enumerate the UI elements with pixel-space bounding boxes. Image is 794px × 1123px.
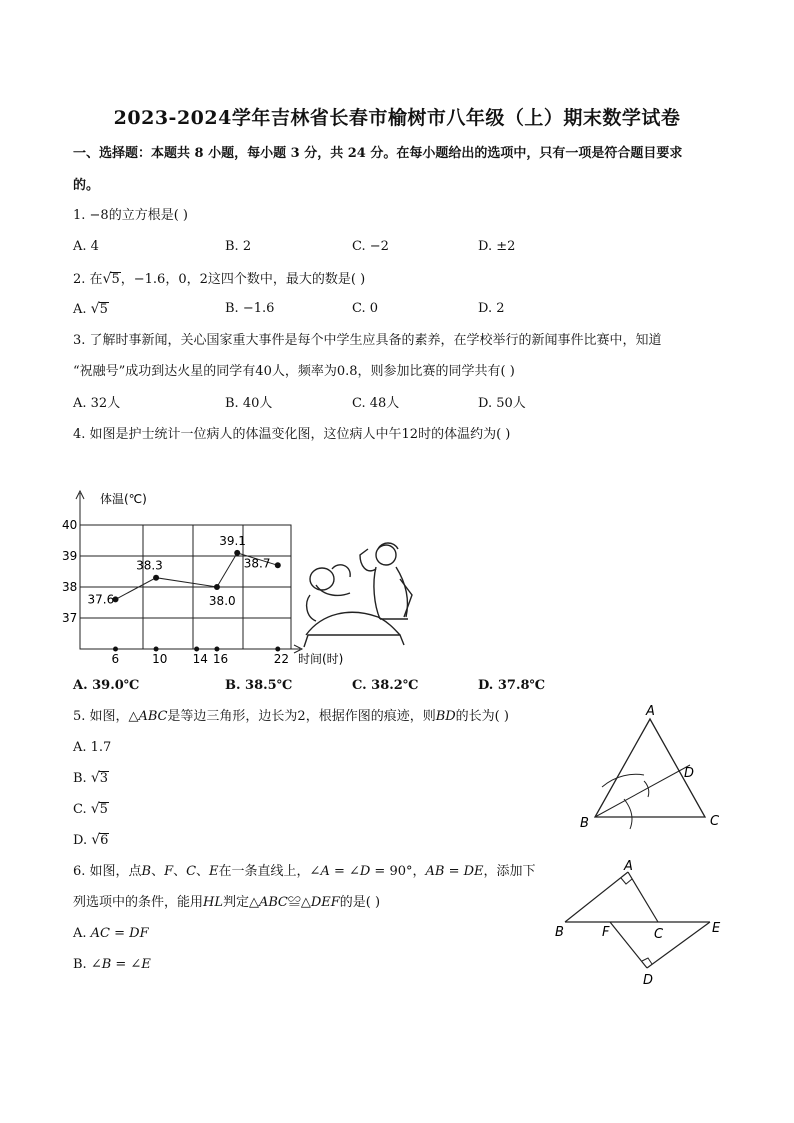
- y-axis-label: 体温(℃): [100, 492, 147, 506]
- q4-option-b: B. 38.5℃: [225, 678, 293, 693]
- question-2: [73, 271, 365, 288]
- q4-option-d: D. 37.8℃: [478, 678, 546, 693]
- q3-option-b: B. 40人: [225, 396, 273, 411]
- segment-ac: [628, 872, 658, 922]
- q3-option-a: A. 32人: [73, 396, 121, 411]
- segment-fd: [610, 922, 647, 968]
- section-heading-line1: 一、选择题：本题共 8 小题，每小题 3 分，共 24 分。在每小题给出的选项中，只有一项是符合题目要求: [73, 146, 683, 161]
- label-d: D: [684, 766, 695, 781]
- question-3-line1: 3. 了解时事新闻，关心国家重大事件是每个中学生应具备的素养，在学校举行的新闻事件比赛中，知道: [73, 333, 662, 348]
- sqrt-symbol: √: [91, 832, 101, 848]
- question-4: 4. 如图是护士统计一位病人的体温变化图，这位病人中午12时的体温约为( ): [73, 427, 511, 442]
- q5-option-b: B. √3: [73, 770, 109, 786]
- label-c: C: [654, 927, 664, 942]
- q5-option-c: C. √5: [73, 801, 108, 817]
- temperature-point: [234, 550, 240, 556]
- question-5: 5. 如图，△𝐴𝐵𝐶是等边三角形，边长为2，根据作图的痕迹，则𝐵𝐷的长为( ): [73, 709, 509, 724]
- q2-suffix: ，−1.6，0，2这四个数中，最大的数是( ): [120, 272, 366, 287]
- label-b: B: [555, 925, 564, 940]
- construction-arc: [602, 774, 644, 787]
- temperature-data-label: 38.0: [208, 594, 236, 608]
- sqrt-symbol: √: [90, 801, 100, 817]
- y-tick-label: 40: [62, 518, 78, 532]
- y-tick-label: 37: [62, 611, 78, 625]
- temperature-point: [153, 575, 159, 581]
- x-tick-label: 16: [212, 652, 229, 666]
- x-tick-dot: [154, 647, 159, 652]
- x-tick-label: 6: [111, 652, 120, 666]
- x-tick-label: 14: [192, 652, 208, 666]
- x-tick-label: 22: [273, 652, 290, 666]
- y-tick-label: 39: [62, 549, 78, 563]
- label-a: A: [646, 705, 655, 719]
- q4-option-a: A. 39.0℃: [73, 678, 140, 693]
- sqrt-symbol: √: [90, 301, 100, 317]
- label-d: D: [643, 973, 654, 988]
- temperature-chart: [60, 485, 430, 670]
- label-e: E: [712, 921, 721, 936]
- q2-prefix: 2. 在: [73, 272, 103, 287]
- label-f: F: [602, 925, 610, 940]
- q4-option-c: C. 38.2℃: [352, 678, 419, 693]
- question-6-line2: 列选项中的条件，能用𝐻𝐿判定△𝐴𝐵𝐶≌△𝐷𝐸𝐹的是( ): [73, 895, 381, 910]
- temperature-data-label: 39.1: [219, 533, 246, 548]
- temperature-data-label: 37.6: [87, 592, 115, 607]
- temperature-data-label: 38.7: [243, 556, 271, 571]
- x-axis-label: 时间(时): [298, 652, 344, 666]
- label-b: B: [580, 816, 589, 831]
- q1-option-b: B. 2: [225, 239, 252, 254]
- q1-option-a: A. 4: [73, 239, 99, 254]
- question-1: 1. −8的立方根是( ): [73, 208, 188, 223]
- x-tick-dot: [275, 647, 280, 652]
- q2-option-b: B. −1.6: [225, 301, 275, 316]
- q3-option-d: D. 50人: [478, 396, 526, 411]
- question-3-line2: “祝融号”成功到达火星的同学有40人，频率为0.8，则参加比赛的同学共有( ): [73, 364, 515, 379]
- q2-radicand: 5: [111, 272, 120, 287]
- construction-arc: [624, 799, 632, 829]
- q6-option-b: B. ∠𝐵 = ∠𝐸: [73, 957, 151, 972]
- temperature-point: [275, 562, 281, 568]
- q6-option-a: A. 𝐴𝐶 = 𝐷𝐹: [73, 926, 149, 941]
- x-tick-dot: [113, 647, 118, 652]
- nurse-patient-illustration: [304, 543, 412, 647]
- triangle-abc-figure: [570, 705, 730, 835]
- q2-option-d: D. 2: [478, 301, 505, 316]
- q1-option-d: D. ±2: [478, 239, 516, 254]
- right-angle-mark-a: [621, 878, 632, 884]
- x-tick-label: 10: [152, 652, 168, 666]
- triangles-figure: [550, 860, 735, 990]
- q3-option-c: C. 48人: [352, 396, 400, 411]
- q5-option-a: A. 1.7: [73, 740, 112, 755]
- section-heading-line2: 的。: [73, 178, 100, 193]
- label-c: C: [710, 814, 720, 829]
- q5-option-d: D. √6: [73, 832, 109, 848]
- q1-option-c: C. −2: [352, 239, 389, 254]
- y-tick-label: 38: [62, 580, 78, 594]
- q2-option-a: A. √5: [73, 301, 108, 317]
- page-title: 2023-2024学年吉林省长春市榆树市八年级（上）期末数学试卷: [113, 107, 681, 129]
- label-a: A: [624, 860, 633, 874]
- q2-option-c: C. 0: [352, 301, 379, 316]
- temperature-point: [214, 584, 220, 590]
- x-tick-dot: [194, 647, 199, 652]
- temperature-data-label: 38.3: [136, 558, 163, 573]
- sqrt-symbol: √: [102, 271, 112, 287]
- sqrt-symbol: √: [90, 770, 100, 786]
- x-tick-dot: [214, 647, 219, 652]
- segment-ba: [565, 872, 628, 922]
- question-6-line1: 6. 如图，点𝐵、𝐹、𝐶、𝐸在一条直线上，∠𝐴 = ∠𝐷 = 90°，𝐴𝐵 = 𝐷𝐸，添加下: [73, 864, 536, 879]
